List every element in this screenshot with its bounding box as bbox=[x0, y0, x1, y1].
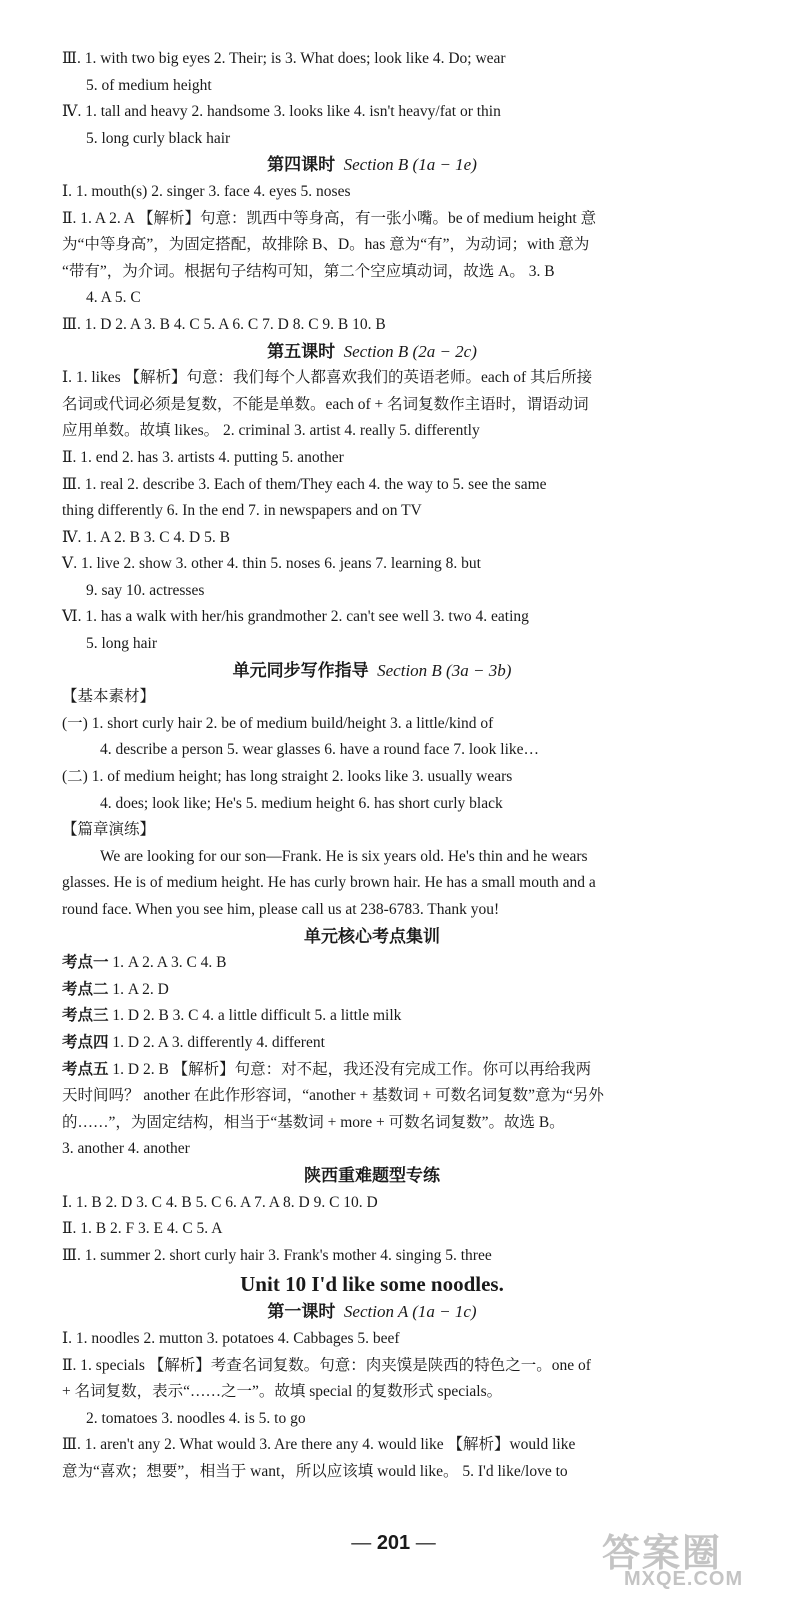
exam-point-label: 考点四 bbox=[62, 1033, 109, 1051]
answer-line: 4. A 5. C bbox=[86, 289, 141, 307]
answer-line: Ⅱ. 1. end 2. has 3. artists 4. putting 5. another bbox=[62, 448, 344, 466]
answer-line: 考点一 1. A 2. A 3. C 4. B bbox=[62, 954, 227, 972]
answer-line: 考点五 1. D 2. B 【解析】句意：对不起，我还没有完成工作。你可以再给我两 bbox=[62, 1060, 592, 1078]
answer-line: (一) 1. short curly hair 2. be of medium build/height 3. a little/kind of bbox=[62, 714, 494, 732]
answer-line: + 名词复数，表示“……之一”。故填 special 的复数形式 specials。 bbox=[62, 1383, 503, 1401]
section-heading: 陕西重难题型专练 bbox=[304, 1165, 440, 1185]
answer-line: (二) 1. of medium height; has long straight 2. looks like 3. usually wears bbox=[62, 768, 513, 786]
answer-line: 应用单数。故填 likes。 2. criminal 3. artist 4. really 5. differently bbox=[62, 422, 480, 440]
answer-line: 【篇章演练】 bbox=[62, 821, 156, 839]
answer-line: Ⅲ. 1. summer 2. short curly hair 3. Frank's mother 4. singing 5. three bbox=[62, 1246, 492, 1264]
answer-line: Ⅰ. 1. noodles 2. mutton 3. potatoes 4. Cabbages 5. beef bbox=[62, 1329, 400, 1347]
answer-line: 5. long hair bbox=[86, 635, 158, 653]
answer-line: 2. tomatoes 3. noodles 4. is 5. to go bbox=[86, 1409, 306, 1427]
answer-line: Ⅴ. 1. live 2. show 3. other 4. thin 5. noses 6. jeans 7. learning 8. but bbox=[62, 555, 481, 573]
answer-line: Ⅳ. 1. A 2. B 3. C 4. D 5. B bbox=[62, 528, 230, 546]
answer-line: 考点二 1. A 2. D bbox=[62, 980, 169, 998]
answer-line: 天时间吗？ another 在此作形容词，“another + 基数词 + 可数名词复数”意为“另外 bbox=[62, 1087, 604, 1105]
exam-point-label: 考点五 bbox=[62, 1060, 109, 1078]
answer-page bbox=[62, 46, 682, 1485]
page-number: — 201 — bbox=[351, 1532, 436, 1554]
answer-line: 【基本素材】 bbox=[62, 688, 156, 706]
answer-line: We are looking for our son—Frank. He is six years old. He's thin and he wears bbox=[100, 847, 588, 865]
page-number-value: 201 bbox=[376, 1532, 411, 1554]
answer-line: Ⅲ. 1. with two big eyes 2. Their; is 3. What does; look like 4. Do; wear bbox=[62, 50, 506, 67]
exam-point-label: 考点一 bbox=[62, 954, 109, 972]
answer-line: Ⅵ. 1. has a walk with her/his grandmother 2. can't see well 3. two 4. eating bbox=[62, 608, 529, 626]
unit-title: Unit 10 I'd like some noodles. bbox=[240, 1272, 504, 1297]
answer-line: Ⅰ. 1. likes 【解析】句意：我们每个人都喜欢我们的英语老师。each of 其后所接 bbox=[62, 369, 593, 387]
answer-line: Ⅲ. 1. real 2. describe 3. Each of them/They each 4. the way to 5. see the same bbox=[62, 475, 547, 493]
answer-line: Ⅲ. 1. aren't any 2. What would 3. Are there any 4. would like 【解析】would like bbox=[62, 1436, 576, 1454]
section-heading: 单元同步写作指导 Section B (3a − 3b) bbox=[232, 660, 512, 680]
answer-line: Ⅳ. 1. tall and heavy 2. handsome 3. looks like 4. isn't heavy/fat or thin bbox=[62, 103, 501, 121]
answer-line: 名词或代词必须是复数，不能是单数。each of + 名词复数作主语时，谓语动词 bbox=[62, 395, 589, 413]
answer-line: 的……”，为固定结构，相当于“基数词 + more + 可数名词复数”。故选 B。 bbox=[62, 1113, 565, 1131]
exam-point-label: 考点三 bbox=[62, 1007, 109, 1025]
answer-line: glasses. He is of medium height. He has curly brown hair. He has a small mouth and a bbox=[62, 874, 596, 892]
answer-line: Ⅱ. 1. B 2. F 3. E 4. C 5. A bbox=[62, 1220, 223, 1238]
answer-line: Ⅰ. 1. mouth(s) 2. singer 3. face 4. eyes 5. noses bbox=[62, 182, 351, 200]
section-heading: 单元核心考点集训 bbox=[304, 926, 440, 946]
answer-line: Ⅲ. 1. D 2. A 3. B 4. C 5. A 6. C 7. D 8. C 9. B 10. B bbox=[62, 315, 386, 333]
section-heading: 第一课时 Section A (1a − 1c) bbox=[267, 1302, 477, 1322]
answer-line: 4. does; look like; He's 5. medium height 6. has short curly black bbox=[100, 794, 503, 812]
answer-line: 5. of medium height bbox=[86, 76, 212, 94]
answer-line: Ⅱ. 1. specials 【解析】考查名词复数。句意：肉夹馍是陕西的特色之一。one of bbox=[62, 1356, 591, 1374]
answer-line: Ⅱ. 1. A 2. A 【解析】句意：凯西中等身高，有一张小嘴。be of medium height 意 bbox=[62, 209, 597, 227]
exam-point-label: 考点二 bbox=[62, 980, 109, 998]
answer-line: 9. say 10. actresses bbox=[86, 581, 205, 599]
answer-line: round face. When you see him, please call us at 238-6783. Thank you! bbox=[62, 901, 500, 918]
answer-line: “带有”，为介词。根据句子结构可知，第二个空应填动词，故选 A。 3. B bbox=[62, 262, 555, 280]
answer-line: 考点四 1. D 2. A 3. differently 4. different bbox=[62, 1033, 325, 1051]
watermark-logo: 答案圈 MXQE.COM bbox=[602, 1533, 744, 1590]
answer-line: thing differently 6. In the end 7. in newspapers and on TV bbox=[62, 502, 422, 520]
answer-line: 意为“喜欢；想要”，相当于 want，所以应该填 would like。 5. I'd like/love to bbox=[62, 1462, 568, 1480]
answer-line: 为“中等身高”，为固定搭配，故排除 B、D。has 意为“有”，为动词；with 意为 bbox=[62, 236, 590, 254]
answer-line: Ⅰ. 1. B 2. D 3. C 4. B 5. C 6. A 7. A 8. D 9. C 10. D bbox=[62, 1193, 378, 1211]
answer-line: 5. long curly black hair bbox=[86, 129, 231, 147]
answer-line: 3. another 4. another bbox=[62, 1140, 190, 1158]
section-heading: 第四课时 Section B (1a − 1e) bbox=[267, 155, 477, 175]
section-heading: 第五课时 Section B (2a − 2c) bbox=[267, 341, 477, 361]
answer-line: 4. describe a person 5. wear glasses 6. have a round face 7. look like… bbox=[100, 741, 540, 759]
answer-line: 考点三 1. D 2. B 3. C 4. a little difficult 5. a little milk bbox=[62, 1007, 402, 1025]
